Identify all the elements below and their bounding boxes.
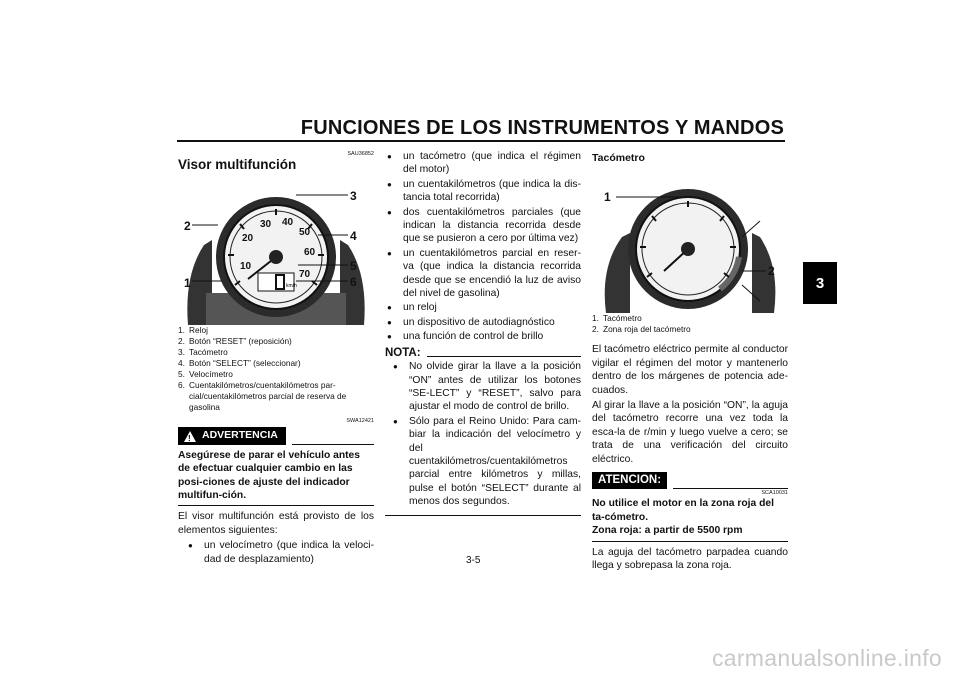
bullet-icon: ● — [188, 541, 193, 551]
callout-2: 2 — [184, 219, 191, 234]
section-heading: Tacómetro — [592, 152, 645, 164]
list-item: ● un reloj — [387, 302, 437, 314]
gauge-tick-50: 50 — [299, 227, 311, 239]
watermark: carmanualsonline.info — [711, 645, 942, 671]
page-number: 3-5 — [466, 555, 481, 566]
warning-text: Asegúrese de parar el vehículo antes de efectuar cualquier cambio en las posi-ciones de ajuste del indicador multifun-ción. — [178, 449, 360, 502]
gauge-tick-40: 40 — [282, 217, 294, 229]
callout-5: 5 — [350, 259, 357, 274]
callout-1: 1 — [184, 276, 191, 291]
column-3 — [592, 150, 788, 575]
figure-captions — [592, 313, 788, 335]
bullet-icon: ● — [393, 362, 398, 372]
chapter-tab: 3 — [803, 262, 837, 304]
paragraph: El tacómetro eléctrico permite al conductor vigilar el régimen del motor y mantenerlo dentro de los márgenes de potencia ade-cuados. — [592, 344, 788, 396]
note-header — [385, 347, 581, 360]
caption-item: 1. Reloj — [178, 325, 208, 336]
bullet-icon: ● — [387, 179, 392, 189]
list-item: ● un dispositivo de autodiagnóstico — [387, 316, 555, 328]
list-item: ● un tacómetro (que indica el régimen del motor) — [387, 151, 581, 176]
divider — [592, 541, 788, 542]
bullet-icon: ● — [387, 248, 392, 258]
caution-code: SCA10031 — [761, 490, 788, 497]
callout-1: 1 — [604, 190, 611, 205]
bullet-icon: ● — [387, 317, 392, 327]
section-heading: Visor multifunción — [178, 157, 297, 172]
bullet-icon: ● — [387, 152, 392, 161]
gauge-tick-60: 60 — [304, 247, 316, 259]
caption-item: 5. Velocímetro — [178, 369, 233, 380]
multifunction-display-illustration — [178, 175, 374, 325]
page-header-title: FUNCIONES DE LOS INSTRUMENTOS Y MANDOS — [300, 117, 784, 139]
list-item: ● una función de control de brillo — [387, 331, 544, 343]
gauge-unit: km/h — [286, 283, 297, 290]
caption-item: 2. Botón “RESET” (reposición) — [178, 336, 292, 347]
callout-2: 2 — [768, 264, 775, 279]
list-item: ● un velocímetro (que indica la veloci-dad de desplazamiento) — [188, 540, 374, 565]
intro-text: El visor multifunción está provisto de los elementos siguientes: — [178, 511, 374, 536]
gauge-tick-10: 10 — [240, 261, 252, 273]
callout-4: 4 — [350, 229, 357, 244]
callout-3: 3 — [350, 189, 357, 204]
warning-triangle-icon: ! — [184, 431, 196, 442]
divider — [178, 505, 374, 506]
bullet-icon: ● — [387, 332, 392, 342]
divider — [385, 515, 581, 516]
gauge-tick-20: 20 — [242, 233, 254, 245]
caution-body: La aguja del tacómetro parpadea cuando llega y sobrepasa la zona roja. — [592, 546, 788, 572]
list-item: ● dos cuentakilómetros parciales (que indican la distancia recorrida desde que se pusieron a cero por última vez) — [387, 206, 581, 245]
figure-captions — [178, 325, 374, 413]
gauge-tick-30: 30 — [260, 219, 272, 231]
warning-label: ADVERTENCIA — [202, 429, 278, 442]
note-item: ● Sólo para el Reino Unido: Para cam-biar la indicación del velocímetro y del cuentakilómetros/cuentakilómetros parcial entre kilómetros y millas, pulse el botón “SELECT” durante al menos dos segundos. — [393, 415, 581, 508]
caption-item: 4. Botón “SELECT” (seleccionar) — [178, 358, 301, 369]
bullet-icon: ● — [387, 207, 392, 217]
note-item: ● No olvide girar la llave a la posición “ON” antes de utilizar los botones “SE-LECT” y “RESET”, salvo para ajustar el modo de control de brillo. — [393, 361, 581, 413]
caption-item: 3. Tacómetro — [178, 347, 228, 358]
caption-item: 2. Zona roja del tacómetro — [592, 324, 691, 335]
header-rule — [177, 140, 785, 142]
column-2 — [385, 150, 581, 520]
warning-badge — [178, 427, 286, 444]
warning-code: SWA12421 — [346, 418, 374, 425]
caption-item: 1. Tacómetro — [592, 313, 642, 324]
bullet-icon: ● — [393, 416, 398, 426]
gauge-tick-70: 70 — [299, 269, 311, 281]
note-label: NOTA: — [385, 346, 421, 359]
caution-label: ATENCION: — [592, 472, 667, 489]
column-1 — [178, 150, 374, 567]
callout-6: 6 — [350, 275, 357, 290]
list-item: ● un cuentakilómetros parcial en reser-va (que indica la distancia recorrida desde que se encendió la luz de aviso del nivel de gasolina) — [387, 247, 581, 300]
list-item: ● un cuentakilómetros (que indica la dis-tancia total recorrida) — [387, 178, 581, 204]
bullet-icon: ● — [387, 303, 392, 313]
caution-redzone: Zona roja: a partir de 5500 rpm — [592, 525, 743, 537]
tachometer-illustration — [592, 171, 788, 313]
section-code: SAU36852 — [347, 151, 374, 157]
caution-header — [592, 472, 788, 489]
caution-text: No utilice el motor en la zona roja del ta-cómetro. — [592, 498, 774, 523]
caption-item: 6. Cuentakilómetros/cuentakilómetros par-cial/cuentakilómetros parcial de reserva de gasolina — [178, 380, 347, 413]
warning-header — [178, 427, 374, 444]
paragraph: Al girar la llave a la posición “ON”, la aguja del tacómetro recorre una vez toda la esca-la de r/min y luego vuelve a cero; se trata de una verificación del circuito eléctrico. — [592, 400, 788, 465]
